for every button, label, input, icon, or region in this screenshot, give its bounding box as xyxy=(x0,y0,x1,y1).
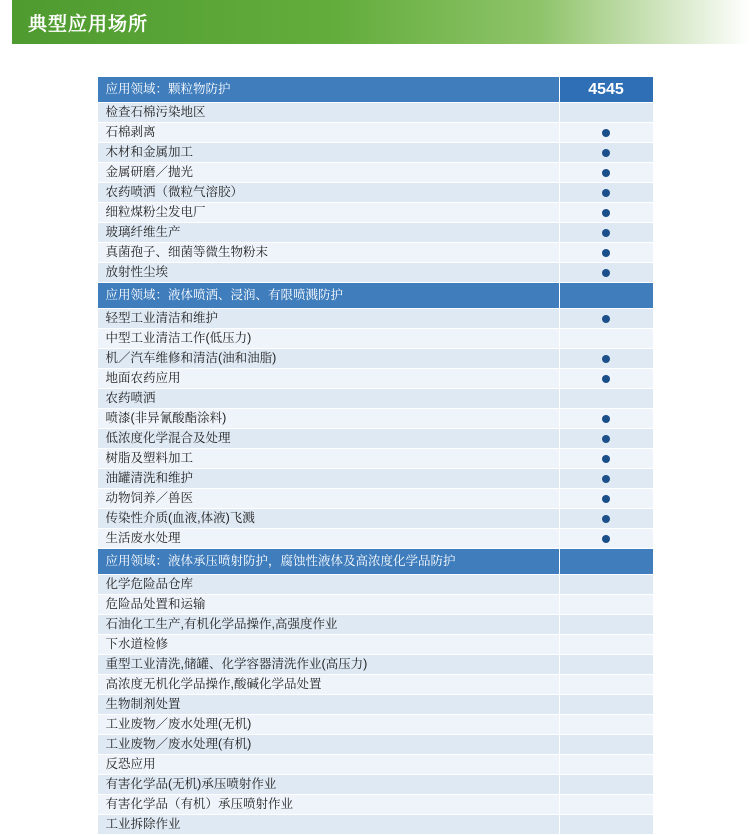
bullet-dot-icon xyxy=(602,475,610,483)
application-label: 细粒煤粉尘发电厂 xyxy=(97,203,559,223)
application-label: 工业拆除作业 xyxy=(97,815,559,835)
application-label: 工业废物／废水处理(有机) xyxy=(97,735,559,755)
table-row xyxy=(97,635,653,655)
table-section-header-row xyxy=(97,77,653,103)
bullet-dot-icon xyxy=(602,375,610,383)
application-mark-cell xyxy=(559,755,653,775)
application-label: 喷漆(非异氰酸酯涂料) xyxy=(97,409,559,429)
application-mark-cell xyxy=(559,489,653,509)
table-row xyxy=(97,815,653,835)
table-row xyxy=(97,449,653,469)
application-label: 树脂及塑料加工 xyxy=(97,449,559,469)
table-row xyxy=(97,203,653,223)
application-label: 中型工业清洁工作(低压力) xyxy=(97,329,559,349)
application-mark-cell xyxy=(559,529,653,549)
application-label: 石棉剥离 xyxy=(97,123,559,143)
application-label: 反恐应用 xyxy=(97,755,559,775)
application-mark-cell xyxy=(559,163,653,183)
table-row xyxy=(97,123,653,143)
table-row xyxy=(97,715,653,735)
bullet-dot-icon xyxy=(602,435,610,443)
application-mark-cell xyxy=(559,429,653,449)
application-mark-cell xyxy=(559,675,653,695)
section-header-mark-cell xyxy=(559,549,653,575)
application-mark-cell xyxy=(559,183,653,203)
table-row xyxy=(97,309,653,329)
table-row xyxy=(97,163,653,183)
application-label: 化学危险品仓库 xyxy=(97,575,559,595)
table-row xyxy=(97,143,653,163)
table-row xyxy=(97,595,653,615)
application-table-body xyxy=(97,77,653,835)
application-table xyxy=(97,76,654,835)
application-mark-cell xyxy=(559,123,653,143)
bullet-dot-icon xyxy=(602,535,610,543)
bullet-dot-icon xyxy=(602,149,610,157)
section-header-mark-cell xyxy=(559,283,653,309)
bullet-dot-icon xyxy=(602,249,610,257)
table-row xyxy=(97,429,653,449)
application-mark-cell xyxy=(559,143,653,163)
bullet-dot-icon xyxy=(602,229,610,237)
table-row xyxy=(97,263,653,283)
bullet-dot-icon xyxy=(602,455,610,463)
bullet-dot-icon xyxy=(602,129,610,137)
application-mark-cell xyxy=(559,409,653,429)
section-header-label: 应用领域：液体喷洒、浸润、有限喷溅防护 xyxy=(97,283,559,309)
table-row xyxy=(97,389,653,409)
table-row xyxy=(97,489,653,509)
application-label: 轻型工业清洁和维护 xyxy=(97,309,559,329)
product-code-cell: 4545 xyxy=(559,77,653,103)
application-label: 机／汽车维修和清洁(油和油脂) xyxy=(97,349,559,369)
table-row xyxy=(97,509,653,529)
table-row xyxy=(97,615,653,635)
bullet-dot-icon xyxy=(602,169,610,177)
table-row xyxy=(97,103,653,123)
application-label: 检查石棉污染地区 xyxy=(97,103,559,123)
application-mark-cell xyxy=(559,635,653,655)
bullet-dot-icon xyxy=(602,415,610,423)
application-mark-cell xyxy=(559,449,653,469)
application-mark-cell xyxy=(559,815,653,835)
table-row xyxy=(97,369,653,389)
application-mark-cell xyxy=(559,509,653,529)
application-mark-cell xyxy=(559,243,653,263)
table-row xyxy=(97,795,653,815)
application-mark-cell xyxy=(559,389,653,409)
application-label: 有害化学品(无机)承压喷射作业 xyxy=(97,775,559,795)
application-mark-cell xyxy=(559,203,653,223)
application-label: 有害化学品（有机）承压喷射作业 xyxy=(97,795,559,815)
application-mark-cell xyxy=(559,329,653,349)
application-mark-cell xyxy=(559,263,653,283)
application-mark-cell xyxy=(559,715,653,735)
bullet-dot-icon xyxy=(602,269,610,277)
application-label: 农药喷洒 xyxy=(97,389,559,409)
bullet-dot-icon xyxy=(602,355,610,363)
application-mark-cell xyxy=(559,615,653,635)
table-row xyxy=(97,675,653,695)
application-label: 下水道检修 xyxy=(97,635,559,655)
application-mark-cell xyxy=(559,595,653,615)
application-label: 放射性尘埃 xyxy=(97,263,559,283)
application-mark-cell xyxy=(559,775,653,795)
application-label: 生活废水处理 xyxy=(97,529,559,549)
application-label: 动物饲养／兽医 xyxy=(97,489,559,509)
table-row xyxy=(97,735,653,755)
application-mark-cell xyxy=(559,103,653,123)
application-label: 油罐清洗和维护 xyxy=(97,469,559,489)
table-row xyxy=(97,329,653,349)
application-label: 玻璃纤维生产 xyxy=(97,223,559,243)
application-label: 金属研磨／抛光 xyxy=(97,163,559,183)
application-label: 重型工业清洗,储罐、化学容器清洗作业(高压力) xyxy=(97,655,559,675)
application-mark-cell xyxy=(559,469,653,489)
table-row xyxy=(97,349,653,369)
table-row xyxy=(97,655,653,675)
application-mark-cell xyxy=(559,795,653,815)
application-label: 传染性介质(血液,体液)飞溅 xyxy=(97,509,559,529)
application-label: 木材和金属加工 xyxy=(97,143,559,163)
table-section-header-row xyxy=(97,549,653,575)
application-mark-cell xyxy=(559,735,653,755)
application-label: 地面农药应用 xyxy=(97,369,559,389)
section-header-label: 应用领域：颗粒物防护 xyxy=(97,77,559,103)
application-label: 真菌孢子、细菌等微生物粉末 xyxy=(97,243,559,263)
application-mark-cell xyxy=(559,655,653,675)
section-header-label: 应用领域：液体承压喷射防护，腐蚀性液体及高浓度化学品防护 xyxy=(97,549,559,575)
application-label: 生物制剂处置 xyxy=(97,695,559,715)
application-mark-cell xyxy=(559,223,653,243)
table-row xyxy=(97,575,653,595)
table-row xyxy=(97,755,653,775)
table-row xyxy=(97,183,653,203)
table-row xyxy=(97,695,653,715)
application-label: 危险品处置和运输 xyxy=(97,595,559,615)
page-title: 典型应用场所 xyxy=(28,13,149,35)
bullet-dot-icon xyxy=(602,315,610,323)
application-mark-cell xyxy=(559,309,653,329)
bullet-dot-icon xyxy=(602,515,610,523)
application-label: 农药喷洒（微粒气溶胶） xyxy=(97,183,559,203)
application-mark-cell xyxy=(559,575,653,595)
application-mark-cell xyxy=(559,369,653,389)
application-table-container xyxy=(0,44,750,835)
application-mark-cell xyxy=(559,695,653,715)
application-label: 低浓度化学混合及处理 xyxy=(97,429,559,449)
application-label: 高浓度无机化学品操作,酸碱化学品处置 xyxy=(97,675,559,695)
table-row xyxy=(97,409,653,429)
bullet-dot-icon xyxy=(602,209,610,217)
bullet-dot-icon xyxy=(602,189,610,197)
header-left-spacer xyxy=(0,0,12,44)
page-header-banner xyxy=(0,0,750,44)
table-section-header-row xyxy=(97,283,653,309)
application-label: 石油化工生产,有机化学品操作,高强度作业 xyxy=(97,615,559,635)
application-mark-cell xyxy=(559,349,653,369)
table-row xyxy=(97,529,653,549)
table-row xyxy=(97,243,653,263)
bullet-dot-icon xyxy=(602,495,610,503)
table-row xyxy=(97,223,653,243)
table-row xyxy=(97,469,653,489)
application-label: 工业废物／废水处理(无机) xyxy=(97,715,559,735)
table-row xyxy=(97,775,653,795)
